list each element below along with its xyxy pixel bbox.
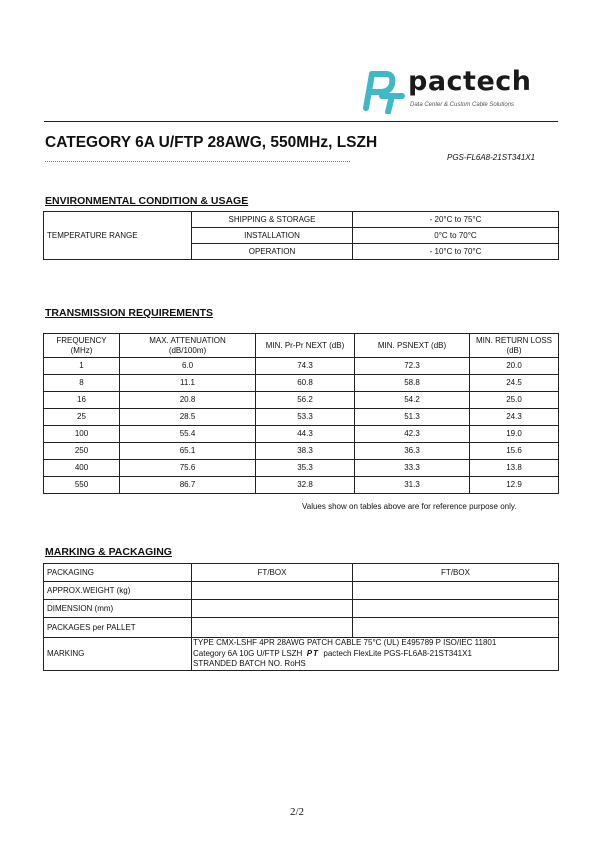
table-cell: 86.7 [120,477,256,494]
page-title: CATEGORY 6A U/FTP 28AWG, 550MHz, LSZH [45,134,378,151]
table-cell: 32.8 [256,477,355,494]
table-row [44,618,559,638]
column-header-next: MIN. Pr-Pr NEXT (dB) [256,334,355,358]
table-row [44,392,559,409]
table-row [44,638,559,671]
condition-cell: INSTALLATION [192,228,353,244]
condition-cell: SHIPPING & STORAGE [192,212,353,228]
table-cell: 56.2 [256,392,355,409]
table-cell: 100 [44,426,120,443]
pallet-label: PACKAGES per PALLET [44,618,192,638]
pactech-logo-mark [358,64,408,114]
section-heading-marking: MARKING & PACKAGING [45,546,172,558]
dimension-value [192,600,353,618]
table-row [44,426,559,443]
table-cell: 16 [44,392,120,409]
table-cell: 72.3 [355,358,470,375]
logo-wordmark: pactech [408,66,532,97]
table-cell: 20.8 [120,392,256,409]
table-cell: 65.1 [120,443,256,460]
table-cell: 38.3 [256,443,355,460]
table-row [44,443,559,460]
table-row [44,212,559,228]
table-cell: 11.1 [120,375,256,392]
table-row [44,409,559,426]
title-underline [45,161,350,162]
table-cell: 25 [44,409,120,426]
page-number: 2/2 [290,806,305,818]
table-cell: 15.6 [470,443,559,460]
table-cell: 60.8 [256,375,355,392]
table-cell: 20.0 [470,358,559,375]
range-cell: - 10°C to 70°C [353,244,559,260]
table-cell: 54.2 [355,392,470,409]
marking-text [192,638,559,671]
table-cell: 74.3 [256,358,355,375]
table-cell: 400 [44,460,120,477]
condition-cell: OPERATION [192,244,353,260]
column-header-psnext: MIN. PSNEXT (dB) [355,334,470,358]
table-cell: 6.0 [120,358,256,375]
section-heading-transmission: TRANSMISSION REQUIREMENTS [45,307,214,319]
table-header-row [44,334,559,358]
table-row [44,564,559,582]
section-heading-environment: ENVIRONMENTAL CONDITION & USAGE [45,195,249,207]
table-cell: 53.3 [256,409,355,426]
marking-line-2: Category 6A 10G U/FTP LSZH PT pactech FlexLite PGS-FL6A8-21ST341X1 [193,648,472,658]
transmission-table [43,333,559,494]
table-cell: 35.3 [256,460,355,477]
table-row [44,375,559,392]
range-cell: 0°C to 70°C [353,228,559,244]
pallet-value [353,618,559,638]
pallet-value [192,618,353,638]
table-cell: 24.5 [470,375,559,392]
table-cell: 42.3 [355,426,470,443]
document-code: PGS-FL6A8-21ST341X1 [447,153,536,162]
marking-line-3: STRANDED BATCH NO. RoHS [193,659,306,669]
table-cell: 19.0 [470,426,559,443]
dimension-label: DIMENSION (mm) [44,600,192,618]
table-cell: 1 [44,358,120,375]
weight-value [353,582,559,600]
table-cell: 28.5 [120,409,256,426]
pt-logo-glyph: PT [306,648,319,658]
range-cell: - 20°C to 75°C [353,212,559,228]
environment-table [43,211,559,260]
table-cell: 51.3 [355,409,470,426]
table-cell: 250 [44,443,120,460]
column-header-return-loss: MIN. RETURN LOSS (dB) [470,334,559,358]
marking-label: MARKING [44,638,192,671]
table-cell: 33.3 [355,460,470,477]
packaging-value: FT/BOX [353,564,559,582]
table-cell: 31.3 [355,477,470,494]
table-row [44,477,559,494]
table-row [44,460,559,477]
packaging-label: PACKAGING [44,564,192,582]
packaging-value: FT/BOX [192,564,353,582]
table-cell: 13.8 [470,460,559,477]
table-row [44,582,559,600]
logo-tagline: Data Center & Custom Cable Solutions [410,102,515,108]
column-header-frequency: FREQUENCY (MHz) [44,334,120,358]
marking-packaging-table [43,563,559,671]
weight-label: APPROX.WEIGHT (kg) [44,582,192,600]
table-cell: 25.0 [470,392,559,409]
table-cell: 24.3 [470,409,559,426]
table-cell: 58.8 [355,375,470,392]
reference-note: Values show on tables above are for reference purpose only. [302,502,517,511]
table-row [44,358,559,375]
weight-value [192,582,353,600]
table-cell: 75.6 [120,460,256,477]
table-row [44,600,559,618]
table-cell: 12.9 [470,477,559,494]
table-cell: 44.3 [256,426,355,443]
column-header-attenuation: MAX. ATTENUATION (dB/100m) [120,334,256,358]
table-cell: 55.4 [120,426,256,443]
table-cell: 36.3 [355,443,470,460]
table-cell: 550 [44,477,120,494]
dimension-value [353,600,559,618]
header-divider [44,121,558,122]
temperature-range-label: TEMPERATURE RANGE [44,212,192,260]
marking-line-1: TYPE CMX-LSHF 4PR 28AWG PATCH CABLE 75°C (UL) E495789 P ISO/IEC 11801 [193,638,497,648]
table-cell: 8 [44,375,120,392]
